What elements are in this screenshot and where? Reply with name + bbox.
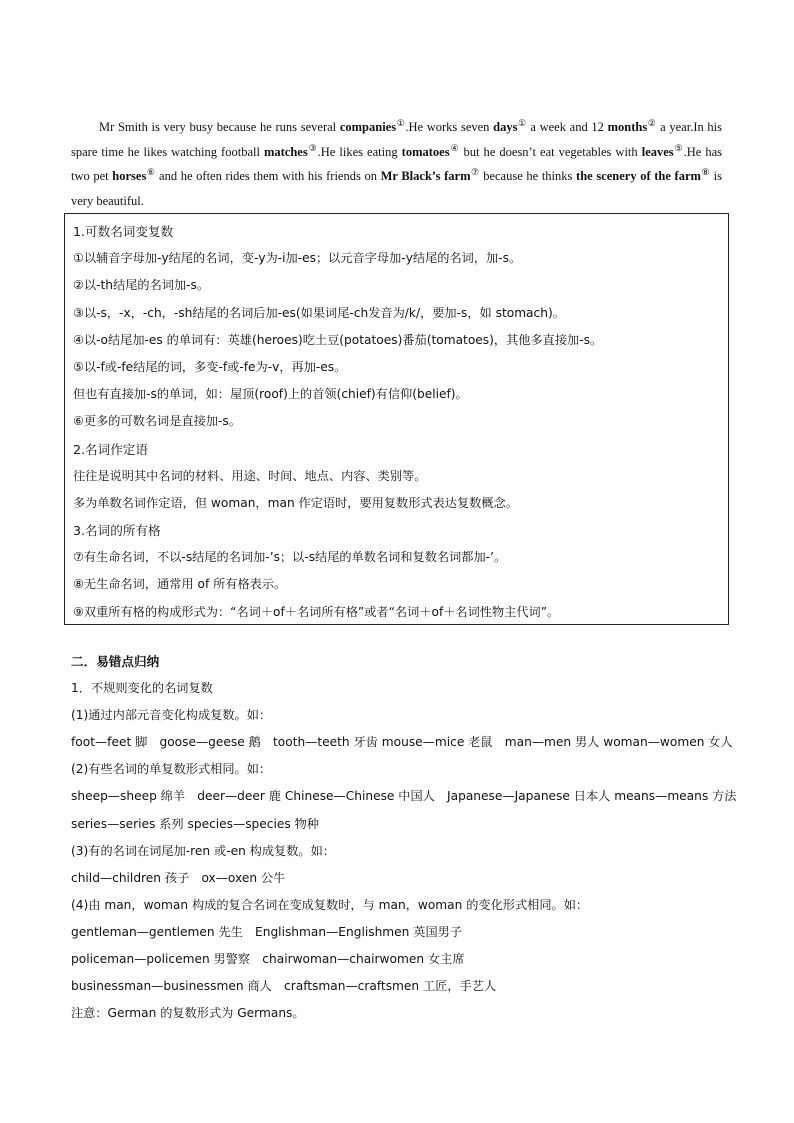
passage-text: a week and 12 (526, 120, 608, 134)
rule-item: 多为单数名词作定语，但 woman，man 作定语时，要用复数形式表达复数概念。 (73, 495, 518, 510)
rule-item: 但也有直接加-s的单词，如：屋顶(roof)上的首领(chief)有信仰(belief)。 (73, 387, 468, 402)
keyword-scenery: the scenery of the farm (576, 169, 701, 183)
keyword-farm: Mr Black’s farm (380, 169, 471, 183)
section-line: sheep—sheep 绵羊 deer—deer 鹿 Chinese—Chinese 中国人 Japanese—Japanese 日本人 means—means 方法 (71, 789, 737, 804)
passage-text: .He has two pet (71, 144, 722, 183)
section-line: (3)有的名词在词尾加-ren 或-en 构成复数。如： (71, 843, 335, 858)
keyword-horses: horses (112, 169, 147, 183)
marker-4: ④ (449, 142, 460, 153)
rule-heading: 2.名词作定语 (73, 441, 148, 457)
passage-text: Mr Smith is very busy because he runs several (99, 120, 340, 134)
rule-heading: 1.可数名词变复数 (73, 224, 174, 239)
passage-text: but he doesn’t eat vegetables with (459, 144, 642, 159)
rule-item: ⑥更多的可数名词是直接加-s。 (73, 414, 241, 429)
keyword-months: months (607, 120, 648, 134)
keyword-days: days (493, 120, 518, 134)
rule-item: 往往是说明其中名词的材料、用途、时间、地点、内容、类别等。 (73, 468, 427, 483)
keyword-matches: matches (263, 144, 308, 159)
passage-text: .He works seven (405, 120, 494, 134)
marker-7: ⑦ (470, 166, 480, 177)
grammar-rules-box (64, 213, 729, 625)
section-title: 二．易错点归纳 (71, 654, 160, 669)
rule-item: ⑨双重所有格的构成形式为：“名词＋of＋名词所有格”或者“名词＋of＋名词性物主代词”。 (73, 604, 560, 619)
marker-6: ⑥ (146, 166, 156, 177)
keyword-companies: companies (339, 120, 397, 134)
passage-text: a year.In his spare time he likes watching football (71, 120, 723, 159)
section-line: (1)通过内部元音变化构成复数。如： (71, 708, 272, 723)
rule-item: ①以辅音字母加-y结尾的名词，变-y为-i加-es；以元音字母加-y结尾的名词，加-s。 (73, 251, 522, 266)
keyword-tomatoes: tomatoes (401, 144, 450, 159)
marker-1b: ① (517, 117, 527, 128)
section-line: (2)有些名词的单复数形式相同。如： (71, 762, 272, 777)
section-line: foot—feet 脚 goose—geese 鹅 tooth—teeth 牙齿 mouse—mice 老鼠 man—men 男人 woman—women 女人 (71, 735, 733, 750)
rule-item: ③以-s，-x，-ch，-sh结尾的名词后加-es(如果词尾-ch发音为/k/，要加-s，如 stomach)。 (73, 305, 565, 320)
keyword-leaves: leaves (641, 144, 674, 159)
passage-text: because he thinks (479, 169, 577, 183)
rule-item: ⑧无生命名词，通常用 of 所有格表示。 (73, 577, 287, 592)
error-summary-section (71, 648, 737, 1027)
marker-3: ③ (307, 142, 318, 153)
marker-8: ⑧ (700, 166, 711, 177)
section-line: policeman—policemen 男警察 chairwoman—chairwomen 女主席 (71, 952, 465, 967)
rule-item: ②以-th结尾的名词加-s。 (73, 278, 210, 293)
marker-1: ① (396, 117, 406, 128)
rule-heading: 3.名词的所有格 (73, 523, 161, 539)
rule-item: ④以-o结尾加-es 的单词有：英雄(heroes)吃土豆(potatoes)番茄(tomatoes)，其他多直接加-s。 (73, 332, 603, 347)
rule-item: ⑤以-f或-fe结尾的词，多变-f或-fe为-v，再加-es。 (73, 359, 347, 374)
section-line: 1．不规则变化的名词复数 (71, 681, 213, 696)
section-line: 注意：German 的复数形式为 Germans。 (71, 1006, 305, 1021)
section-line: gentleman—gentlemen 先生 Englishman—Englishmen 英国男子 (71, 924, 463, 939)
rule-item: ⑦有生命名词，不以-s结尾的名词加-’s；以-s结尾的单数名词和复数名词都加-’。 (73, 550, 507, 565)
passage-text: is very beautiful. (71, 169, 723, 208)
passage-text: .He likes eating (317, 144, 402, 159)
marker-5: ⑤ (673, 142, 684, 153)
section-line: (4)由 man，woman 构成的复合名词在变成复数时，与 man，woman 的变化形式相同。如： (71, 897, 589, 912)
passage-text: and he often rides them with his friends on (155, 169, 381, 183)
section-line: series—series 系列 species—species 物种 (71, 816, 319, 831)
marker-2: ② (647, 117, 657, 128)
section-line: child—children 孩子 ox—oxen 公牛 (71, 870, 286, 885)
reading-passage (71, 115, 722, 213)
section-line: businessman—businessmen 商人 craftsman—craftsmen 工匠，手艺人 (71, 979, 497, 994)
